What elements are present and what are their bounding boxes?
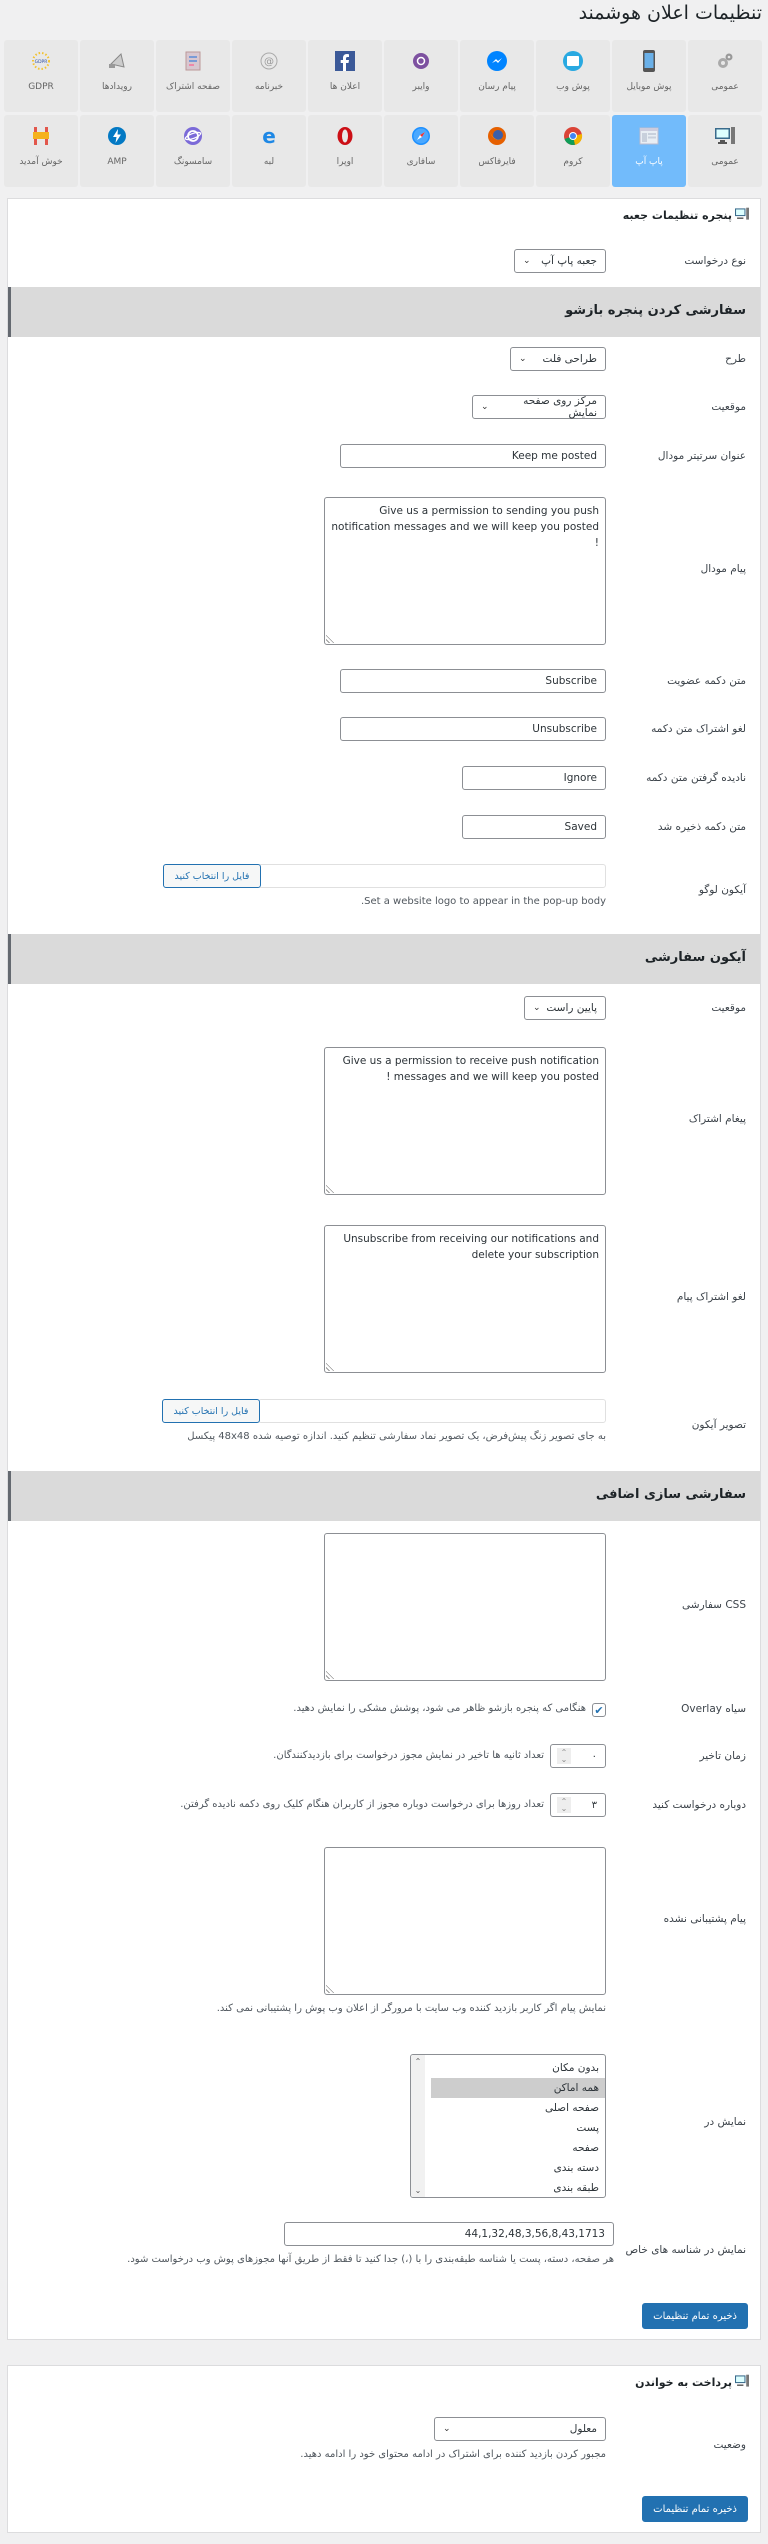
panel-title-text: پنجره تنظیمات جعبه xyxy=(622,209,732,222)
icon-choose-file-button[interactable]: فایل را انتخاب کنید xyxy=(162,1399,260,1423)
position-select[interactable] xyxy=(472,395,606,419)
status-description: مجبور کردن بازدید کننده برای اشتراک در ادامه محتوای خود را ادامه دهید. xyxy=(300,2449,606,2460)
icon-position-label: موقعیت xyxy=(711,1002,746,1014)
desktop-computer-icon xyxy=(734,207,750,224)
tab-label: رویدادها xyxy=(102,82,132,92)
resize-handle-icon[interactable] xyxy=(326,1361,336,1371)
listbox-option-selected[interactable]: همه اماکن xyxy=(431,2078,605,2098)
unsupported-message-label: پیام پشتیبانی نشده xyxy=(663,1913,746,1925)
at-sign-icon xyxy=(258,50,280,72)
request-type-label: نوع درخواست xyxy=(684,255,746,267)
gears-icon xyxy=(714,50,736,72)
tab-events[interactable] xyxy=(80,40,154,112)
overlay-label: سیاه Overlay xyxy=(681,1703,746,1715)
browser-tabs xyxy=(4,115,762,187)
chevron-up-icon[interactable]: ⌃ xyxy=(414,2057,422,2066)
display-in-listbox[interactable] xyxy=(410,2054,606,2198)
number-value: ۰ xyxy=(591,1750,597,1762)
resize-handle-icon[interactable] xyxy=(326,1983,336,1993)
viber-icon xyxy=(410,50,432,72)
logo-icon-label: آیکون لوگو xyxy=(698,884,746,896)
textarea-value: Unsubscribe from receiving our notifications and delete your subscription xyxy=(343,1233,599,1261)
messenger-icon xyxy=(486,50,508,72)
chrome-icon xyxy=(562,125,584,147)
unsubscribe-message-label: لغو اشتراک پیام xyxy=(676,1291,746,1303)
tab-label: GDPR xyxy=(28,82,54,92)
section-heading: سفارشی سازی اضافی xyxy=(595,1487,746,1502)
panel-title xyxy=(635,2374,750,2391)
save-all-settings-button[interactable]: ذخیره تمام تنظیمات xyxy=(642,2496,748,2522)
textarea-value: Give us a permission to receive push notification messages and we will keep you posted ! xyxy=(342,1055,599,1083)
logo-icon-description: .Set a website logo to appear in the pop-up body xyxy=(360,896,606,907)
chevron-down-icon: ⌄ xyxy=(443,2424,451,2434)
subscribe-message-textarea[interactable] xyxy=(324,1047,606,1195)
overlay-description: هنگامی که پنجره بازشو ظاهر می شود، پوشش مشکی را نمایش دهید. xyxy=(293,1703,586,1714)
tab-label: پیام رسان xyxy=(478,82,516,92)
subtab-chrome[interactable] xyxy=(536,115,610,187)
tab-label: خبرنامه xyxy=(254,82,284,92)
unsubscribe-message-textarea[interactable] xyxy=(324,1225,606,1373)
tab-label: عمومی xyxy=(711,157,739,167)
tab-viber[interactable] xyxy=(384,40,458,112)
status-select[interactable] xyxy=(434,2417,606,2441)
delay-label: زمان تاخیر xyxy=(699,1750,746,1762)
subtab-samsung[interactable] xyxy=(156,115,230,187)
desktop-computer-icon xyxy=(734,2374,750,2391)
section-extra-customize xyxy=(8,1471,760,1521)
select-value: طراحی فلت xyxy=(542,353,597,365)
opera-icon xyxy=(334,125,356,147)
modal-header-input[interactable]: Keep me posted xyxy=(340,444,606,468)
chevron-down-icon[interactable]: ⌄ xyxy=(414,2186,422,2195)
design-select[interactable] xyxy=(510,347,606,371)
custom-css-label: CSS سفارشی xyxy=(682,1599,746,1611)
section-heading: سفارشی کردن پنجره بازشو xyxy=(565,303,746,318)
tab-mobile-push[interactable] xyxy=(612,40,686,112)
page-title: تنظیمات اعلان هوشمند xyxy=(578,2,762,24)
tab-label: خوش آمدید xyxy=(19,157,63,167)
spinner-arrows-icon[interactable]: ⌃ ⌄ xyxy=(557,1797,571,1813)
design-label: طرح xyxy=(725,353,746,365)
firefox-icon xyxy=(486,125,508,147)
gdpr-icon xyxy=(30,50,52,72)
logo-icon-input[interactable] xyxy=(258,864,606,888)
custom-css-textarea[interactable] xyxy=(324,1533,606,1681)
safari-icon xyxy=(410,125,432,147)
save-all-settings-button[interactable]: ذخیره تمام تنظیمات xyxy=(642,2303,748,2329)
chevron-down-icon: ⌄ xyxy=(481,402,489,412)
tab-label: صفحه اشتراک xyxy=(166,82,220,92)
ignore-button-label: نادیده گرفتن متن دکمه xyxy=(646,772,746,784)
saved-button-label: متن دکمه ذخیره شد xyxy=(657,821,746,833)
status-label: وضعیت xyxy=(713,2439,746,2451)
overlay-checkbox[interactable]: ✔ xyxy=(592,1703,606,1717)
chevron-down-icon: ⌄ xyxy=(519,354,527,364)
listbox-option[interactable]: پست xyxy=(576,2122,599,2134)
main-tabs xyxy=(4,40,762,112)
request-type-select[interactable] xyxy=(514,249,606,273)
tab-gdpr[interactable] xyxy=(4,40,78,112)
unsupported-message-description: نمایش پیام اگر کاربر بازدید کننده وب سایت با مرورگر از اعلان وب پوش را پشتیبانی نمی کند. xyxy=(216,2003,606,2014)
textarea-value: Give us a permission to sending you push notification messages and we will keep you posted ! xyxy=(331,505,599,549)
tab-subscription-page[interactable] xyxy=(156,40,230,112)
unsupported-message-textarea[interactable] xyxy=(324,1847,606,1995)
spinner-arrows-icon[interactable]: ⌃ ⌄ xyxy=(557,1748,571,1764)
select-value: پایین راست xyxy=(546,1002,597,1014)
chevron-down-icon: ⌄ xyxy=(523,256,531,266)
listbox-option[interactable]: بدون مکان xyxy=(552,2062,599,2074)
svg-text:e: e xyxy=(262,126,276,146)
popup-window-icon xyxy=(638,125,660,147)
mobile-phone-icon xyxy=(638,50,660,72)
unsubscribe-button-label: لغو اشتراک متن دکمه xyxy=(651,723,746,735)
position-label: موقعیت xyxy=(711,401,746,413)
number-value: ۳ xyxy=(591,1799,597,1811)
resize-handle-icon[interactable] xyxy=(326,1669,336,1679)
delay-description: تعداد ثانیه ها تاخیر در نمایش مجوز درخواست برای بازدیدکنندگان. xyxy=(273,1750,544,1761)
section-heading: آیکون سفارشی xyxy=(644,950,746,965)
listbox-option[interactable]: طبقه بندی xyxy=(553,2182,599,2194)
resize-handle-icon[interactable] xyxy=(326,633,336,643)
edge-icon xyxy=(258,125,280,147)
modal-message-label: پیام مودال xyxy=(700,563,746,575)
svg-text:GDPR: GDPR xyxy=(34,60,48,65)
subtab-opera[interactable] xyxy=(308,115,382,187)
subtab-welcome[interactable] xyxy=(4,115,78,187)
subtab-popup[interactable] xyxy=(612,115,686,187)
select-value: جعبه پاپ آپ xyxy=(541,255,597,267)
listbox-scrollbar[interactable] xyxy=(411,2055,425,2197)
tab-label: فایرفاکس xyxy=(478,157,516,167)
tab-label: عمومی xyxy=(711,82,739,92)
tab-label: سامسونگ xyxy=(173,157,213,167)
chevron-down-icon: ⌄ xyxy=(533,1003,541,1013)
reask-label: دوباره درخواست کنید xyxy=(652,1799,746,1811)
subtab-firefox[interactable] xyxy=(460,115,534,187)
section-popup-customize xyxy=(8,287,760,337)
tab-label: پاپ آپ xyxy=(635,157,663,167)
svg-text:@: @ xyxy=(264,56,274,68)
icon-image-input[interactable] xyxy=(258,1399,606,1423)
saved-button-input[interactable]: Saved xyxy=(462,815,606,839)
subtab-safari[interactable] xyxy=(384,115,458,187)
amp-icon xyxy=(106,125,128,147)
listbox-option[interactable]: دسته بندی xyxy=(553,2162,599,2174)
tab-general[interactable] xyxy=(688,40,762,112)
welcome-sign-icon xyxy=(30,125,52,147)
select-value: مرکز روی صفحه نمایش xyxy=(523,395,597,419)
specific-ids-input[interactable]: 44,1,32,48,3,56,8,43,1713 xyxy=(284,2222,614,2246)
modal-message-textarea[interactable] xyxy=(324,497,606,645)
reask-description: تعداد روزها برای درخواست دوباره مجوز از کاربران هنگام کلیک روی دکمه نادیده گرفتن. xyxy=(180,1799,544,1810)
delay-number-input[interactable] xyxy=(550,1744,606,1768)
subscription-page-icon xyxy=(182,50,204,72)
subscribe-message-label: پیغام اشتراک xyxy=(688,1113,746,1125)
subscribe-button-label: متن دکمه عضویت xyxy=(667,675,746,687)
subtab-edge[interactable] xyxy=(232,115,306,187)
listbox-option[interactable]: صفحه اصلی xyxy=(544,2102,599,2114)
resize-handle-icon[interactable] xyxy=(326,1183,336,1193)
logo-choose-file-button[interactable]: فایل را انتخاب کنید xyxy=(163,864,261,888)
subscribe-button-input[interactable]: Subscribe xyxy=(340,669,606,693)
specific-ids-label: نمایش در شناسه های خاص xyxy=(625,2244,746,2256)
icon-image-label: تصویر آیکون xyxy=(691,1419,746,1431)
reask-number-input[interactable] xyxy=(550,1793,606,1817)
specific-ids-description: هر صفحه، دسته، پست یا شناسه طبقه‌بندی را با (،) جدا کنید تا فقط از طریق آنها مجوزهای پوش وب درخواست شود. xyxy=(127,2254,614,2265)
tab-label: پوش وب xyxy=(556,82,590,92)
modal-header-label: عنوان سرتیتر مودال xyxy=(657,450,746,462)
tab-messenger[interactable] xyxy=(460,40,534,112)
listbox-option[interactable]: صفحه xyxy=(572,2142,599,2154)
pay-to-read-panel xyxy=(7,2365,761,2533)
subtab-general[interactable] xyxy=(688,115,762,187)
desktop-computer-icon xyxy=(714,125,736,147)
icon-position-select[interactable] xyxy=(524,996,606,1020)
tab-label: اعلان ها xyxy=(329,82,361,92)
panel-title xyxy=(623,207,750,224)
tab-label: کروم xyxy=(563,157,583,167)
browser-window-icon xyxy=(562,50,584,72)
unsubscribe-button-input[interactable]: Unsubscribe xyxy=(340,717,606,741)
tab-label: اوپرا xyxy=(336,157,354,167)
section-custom-icon xyxy=(8,934,760,984)
icon-image-description: به جای تصویر زنگ پیش‌فرض، یک تصویر نماد سفارشی تنظیم کنید. اندازه توصیه شده 48x48 پیکسل xyxy=(187,1431,606,1442)
tab-label: پوش موبایل xyxy=(626,82,672,92)
tab-label: لبه xyxy=(263,157,275,167)
facebook-icon xyxy=(334,50,356,72)
subtab-amp[interactable] xyxy=(80,115,154,187)
panel-title-text: پرداخت به خواندن xyxy=(635,2376,732,2389)
popup-settings-panel xyxy=(7,198,761,2340)
samsung-internet-icon xyxy=(182,125,204,147)
select-value: معلول xyxy=(569,2423,597,2435)
tab-label: وایبر xyxy=(412,82,430,92)
display-in-label: نمایش در xyxy=(704,2116,746,2128)
tab-web-push[interactable] xyxy=(536,40,610,112)
megaphone-icon xyxy=(106,50,128,72)
ignore-button-input[interactable]: Ignore xyxy=(462,766,606,790)
tab-label: سافاری xyxy=(406,157,436,167)
tab-newsletter[interactable] xyxy=(232,40,306,112)
tab-notifications[interactable] xyxy=(308,40,382,112)
tab-label: AMP xyxy=(107,157,127,167)
